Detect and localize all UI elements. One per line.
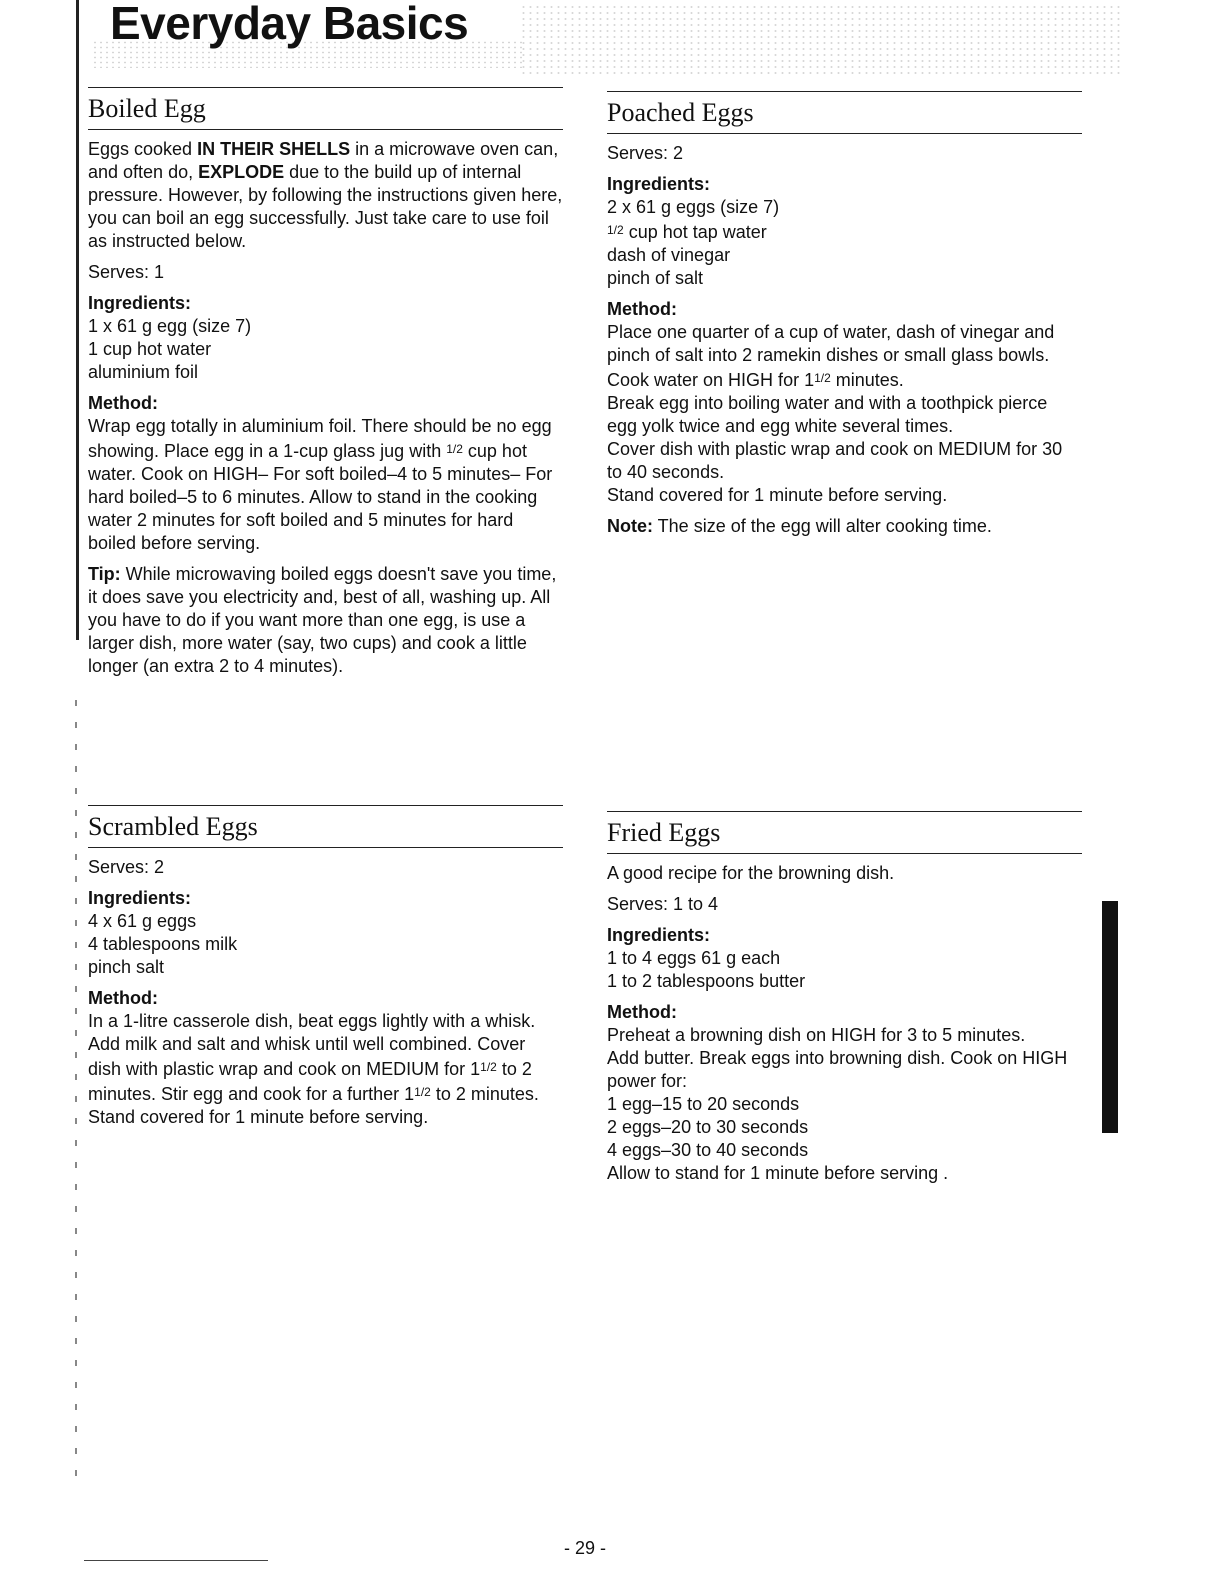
fraction: 1/2 [414,1085,431,1099]
footer-rule [84,1560,268,1561]
method-step: 4 eggs–30 to 40 seconds [607,1140,809,1160]
method-label: Method: [88,393,158,413]
note-label: Note: [607,516,653,536]
section-scrambled-eggs [88,805,563,1129]
ingredient-item [607,219,1082,244]
binding-edge [76,0,79,640]
method-text [88,1010,563,1129]
method-step: Place one quarter of a cup of water, dash of vinegar and pinch of salt into 2 ramekin dishes or small glass bowls. [607,322,1055,365]
method-step: Add butter. Break eggs into browning dish. Cook on HIGH power for: [607,1048,1068,1091]
ingredient-item: 1 cup hot water [88,339,212,359]
section-title: Boiled Egg [88,94,206,123]
section-rule-bottom [88,847,563,848]
method-part: In a 1-litre casserole dish, beat eggs lightly with a whisk. Add milk and salt and whisk until well combined. Cover dish with plastic wrap and cook on MEDIUM for 1 [88,1011,536,1079]
section-rule-top [88,805,563,806]
method-step: Stand covered for 1 minute before serving. [607,485,948,505]
fraction: 1/2 [446,442,463,456]
ingredient-item: 4 x 61 g eggs [88,911,197,931]
intro-paragraph [88,138,563,253]
ingredient-item: pinch salt [88,957,165,977]
method-step [607,367,1082,392]
ingredient-item: pinch of salt [607,268,704,288]
method-label: Method: [607,1002,677,1022]
binding-edge-dashes [75,700,77,1480]
method-step: Break egg into boiling water and with a toothpick pierce egg yolk twice and egg white several times. [607,393,1048,436]
serves: Serves: 1 to 4 [607,894,719,914]
intro-text: in a microwave oven can, and often do, [88,139,559,182]
serves: Serves: 1 [88,262,165,282]
intro-text: Eggs cooked [88,139,198,159]
serves: Serves: 2 [88,857,165,877]
ingredient-item: aluminium foil [88,362,199,382]
intro-text: A good recipe for the browning dish. [607,863,895,883]
intro-text: due to the build up of internal pressure. However, by following the instructions given here, you can boil an egg successfully. Just take care to use foil as instructed below. [88,162,563,251]
page-title: Everyday Basics [110,0,469,49]
section-rule-bottom [607,853,1082,854]
note-text: The size of the egg will alter cooking time. [653,516,992,536]
method-step: 2 eggs–20 to 30 seconds [607,1117,809,1137]
section-title: Poached Eggs [607,98,754,127]
section-title: Scrambled Eggs [88,812,258,841]
section-thumb-tab [1102,901,1118,1133]
ingredient-item: 1 to 2 tablespoons butter [607,971,806,991]
section-fried-eggs [607,811,1082,1185]
intro-emphasis: IN THEIR SHELLS [197,139,351,159]
serves: Serves: 2 [607,143,684,163]
method-part: Cook water on HIGH for 1 [607,370,815,390]
method-text [88,415,563,555]
method-step: Allow to stand for 1 minute before serving . [607,1163,949,1183]
method-part: to 2 minutes. Stand covered for 1 minute before serving. [88,1084,539,1127]
ingredient-item: 4 tablespoons milk [88,934,238,954]
section-rule-top [88,87,563,88]
fraction: 1/2 [814,371,831,385]
section-rule-top [607,811,1082,812]
method-step: 1 egg–15 to 20 seconds [607,1094,800,1114]
method-part: minutes. [830,370,904,390]
section-poached-eggs [607,91,1082,538]
tip [88,563,563,678]
ingredients-label: Ingredients: [607,174,711,194]
page-number: - 29 - [563,1538,606,1558]
ingredients-label: Ingredients: [607,925,711,945]
section-rule-top [607,91,1082,92]
section-body [607,862,1082,1185]
ingredient-item: 1 to 4 eggs 61 g each [607,948,781,968]
method-part: Wrap egg totally in aluminium foil. There should be no egg showing. Place egg in a 1-cup glass jug with [88,416,552,461]
ingredient-item: dash of vinegar [607,245,731,265]
tip-text: While microwaving boiled eggs doesn't save you time, it does save you electricity and, best of all, washing up. All you have to do if you want more than one egg, is use a larger dish, more water (say, two cups) and cook a little longer (an extra 2 to 4 minutes). [88,564,557,676]
section-title: Fried Eggs [607,818,721,847]
fraction: 1/2 [480,1060,497,1074]
method-step: Cover dish with plastic wrap and cook on MEDIUM for 30 to 40 seconds. [607,439,1063,482]
intro-emphasis: EXPLODE [198,162,285,182]
section-body [88,856,563,1129]
method-step: Preheat a browning dish on HIGH for 3 to 5 minutes. [607,1025,1026,1045]
tip-label: Tip: [88,564,121,584]
ingredient-item: 2 x 61 g eggs (size 7) [607,197,780,217]
method-label: Method: [607,299,677,319]
section-body [607,142,1082,538]
section-rule-bottom [88,129,563,130]
ingredient-text: cup hot tap water [623,222,767,242]
note [607,515,1082,538]
section-body [88,138,563,678]
fraction: 1/2 [607,223,624,237]
method-label: Method: [88,988,158,1008]
method-part: to 2 minutes. Stir egg and cook for a further 1 [88,1059,532,1104]
ingredients-label: Ingredients: [88,293,192,313]
title-halftone-band [520,4,1120,74]
ingredient-item: 1 x 61 g egg (size 7) [88,316,252,336]
section-boiled-egg [88,87,563,678]
method-part: cup hot water. Cook on HIGH– For soft boiled–4 to 5 minutes– For hard boiled–5 to 6 minutes. Allow to stand in the cooking water 2 minutes for soft boiled and 5 minutes for hard boiled before serving. [88,441,553,553]
section-rule-bottom [607,133,1082,134]
ingredients-label: Ingredients: [88,888,192,908]
